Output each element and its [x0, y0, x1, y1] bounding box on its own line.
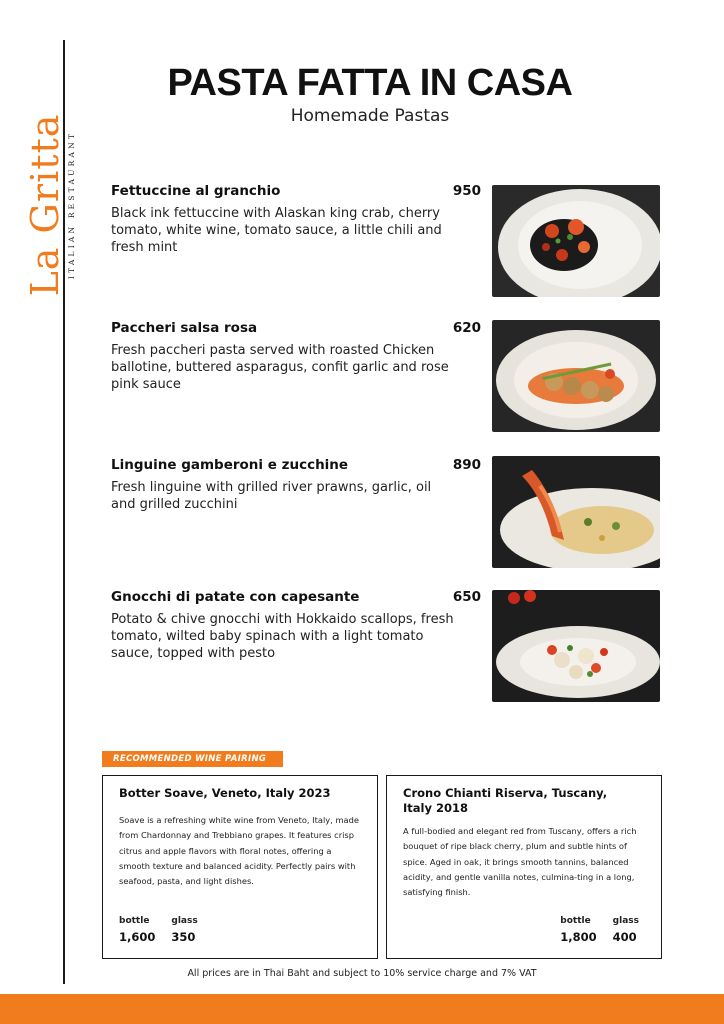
wine-description: Soave is a refreshing white wine from Veneto, Italy, made from Chardonnay and Trebbiano grapes. It features crisp citrus and apple flavors with floral notes, offering a smooth texture and balanced acidity. Perfectly pairs with seafood, pasta, and light dishes. [119, 815, 359, 887]
menu-item [111, 320, 481, 393]
wine-name: Crono Chianti Riserva, Tuscany, Italy 2018 [403, 786, 608, 815]
wine-name: Botter Soave, Veneto, Italy 2023 [119, 786, 331, 800]
dish-photo-fettuccine [492, 185, 660, 297]
wine-description: A full-bodied and elegant red from Tuscany, offers a rich bouquet of ripe black cherry, plum and subtle hints of spice. Aged in oak, it brings smooth tannins, balanced acidity, and gentle vanilla notes, culmina-ting in a long, satisfying finish. [403, 826, 637, 898]
brand-subtitle: ITALIAN RESTAURANT [67, 130, 76, 280]
dish-photo-paccheri [492, 320, 660, 432]
dish-price: 950 [452, 183, 481, 199]
brand-logo [25, 85, 85, 325]
bottle-price: 1,800 [560, 930, 597, 944]
glass-label: glass [612, 916, 639, 926]
dish-name: Paccheri salsa rosa [111, 320, 258, 336]
dish-price: 890 [452, 457, 481, 473]
wine-card [386, 775, 662, 959]
bottle-label: bottle [119, 916, 150, 926]
brand-name: La Gritta [23, 113, 67, 297]
dish-photo-gnocchi [492, 590, 660, 702]
wine-pairing-label: RECOMMENDED WINE PAIRING [102, 751, 283, 767]
menu-item [111, 457, 481, 513]
price-disclaimer: All prices are in Thai Baht and subject to 10% service charge and 7% VAT [187, 968, 537, 979]
wine-prices [119, 916, 198, 944]
dish-name: Fettuccine al granchio [111, 183, 281, 199]
dish-photo-linguine [492, 456, 660, 568]
wine-card [102, 775, 378, 959]
glass-price: 400 [612, 930, 637, 944]
page-title: PASTA FATTA IN CASA [167, 62, 573, 104]
bottle-label: bottle [560, 916, 591, 926]
dish-description: Black ink fettuccine with Alaskan king crab, cherry tomato, white wine, tomato sauce, a little chili and fresh mint [111, 206, 442, 255]
dish-name: Linguine gamberoni e zucchine [111, 457, 349, 473]
dish-price: 650 [452, 589, 481, 605]
dish-description: Fresh paccheri pasta served with roasted Chicken ballotine, buttered asparagus, confit garlic and rose pink sauce [111, 343, 449, 392]
footer-bar [0, 994, 724, 1024]
dish-description: Potato & chive gnocchi with Hokkaido scallops, fresh tomato, wilted baby spinach with a light tomato sauce, topped with pesto [111, 612, 454, 661]
dish-price: 620 [452, 320, 481, 336]
glass-label: glass [171, 916, 198, 926]
dish-description: Fresh linguine with grilled river prawns, garlic, oil and grilled zucchini [111, 480, 432, 512]
menu-item [111, 589, 481, 662]
glass-price: 350 [171, 930, 196, 944]
wine-prices [560, 916, 639, 944]
menu-item [111, 183, 481, 256]
page-subtitle: Homemade Pastas [290, 106, 450, 126]
dish-name: Gnocchi di patate con capesante [111, 589, 360, 605]
bottle-price: 1,600 [119, 930, 156, 944]
